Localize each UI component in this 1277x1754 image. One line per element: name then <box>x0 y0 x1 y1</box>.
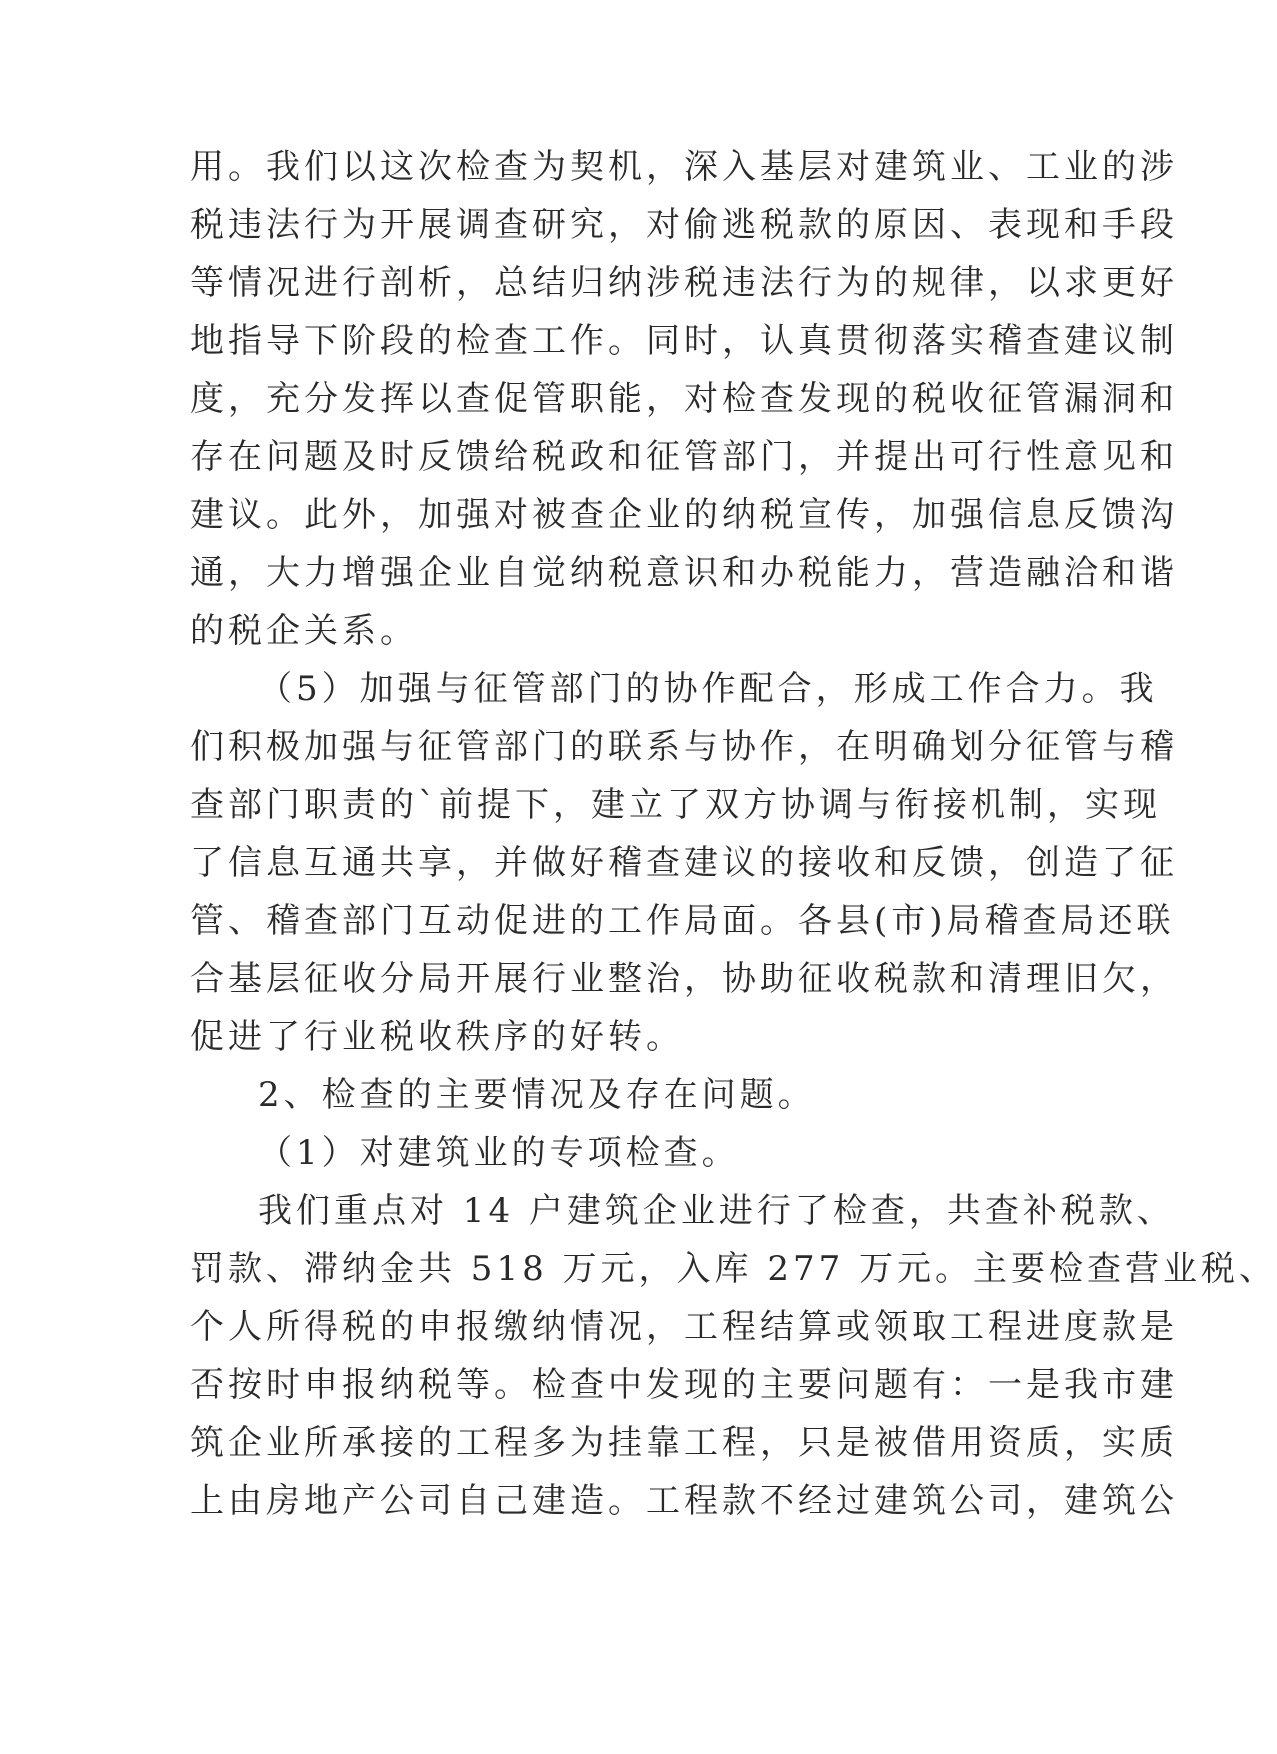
text-line: 税违法行为开展调查研究，对偷逃税款的原因、表现和手段 <box>190 205 1178 245</box>
text-line: 了信息互通共享，并做好稽查建议的接收和反馈，创造了征 <box>190 843 1178 883</box>
text-line: 上由房地产公司自己建造。工程款不经过建筑公司，建筑公 <box>190 1481 1178 1521</box>
text-line: 的税企关系。 <box>190 611 418 651</box>
text-line: 们积极加强与征管部门的联系与协作，在明确划分征管与稽 <box>190 727 1178 767</box>
text-line: 用。我们以这次检查为契机，深入基层对建筑业、工业的涉 <box>190 147 1178 187</box>
text-line: 等情况进行剖析，总结归纳涉税违法行为的规律，以求更好 <box>190 263 1178 303</box>
text-line: 存在问题及时反馈给税政和征管部门，并提出可行性意见和 <box>190 437 1178 477</box>
text-line: 查部门职责的`前提下，建立了双方协调与衔接机制，实现 <box>190 785 1161 825</box>
text-line: 否按时申报纳税等。检查中发现的主要问题有：一是我市建 <box>190 1365 1178 1405</box>
text-line: 通，大力增强企业自觉纳税意识和办税能力，营造融洽和谐 <box>190 553 1178 593</box>
paragraph-heading: （5）加强与征管部门的协作配合，形成工作合力。我 <box>258 669 1158 709</box>
subsection-heading: （1）对建筑业的专项检查。 <box>258 1133 740 1173</box>
text-line: 度，充分发挥以查促管职能，对检查发现的税收征管漏洞和 <box>190 379 1178 419</box>
text-line: 罚款、滞纳金共 518 万元，入库 277 万元。主要检查营业税、 <box>190 1249 1277 1289</box>
text-line: 管、稽查部门互动促进的工作局面。各县(市)局稽查局还联 <box>190 901 1175 941</box>
text-line: 我们重点对 14 户建筑企业进行了检查，共查补税款、 <box>258 1191 1175 1231</box>
text-line: 个人所得税的申报缴纳情况，工程结算或领取工程进度款是 <box>190 1307 1178 1347</box>
text-line: 促进了行业税收秩序的好转。 <box>190 1017 684 1057</box>
text-line: 地指导下阶段的检查工作。同时，认真贯彻落实稽查建议制 <box>190 321 1178 361</box>
text-line: 建议。此外，加强对被查企业的纳税宣传，加强信息反馈沟 <box>190 495 1178 535</box>
text-line: 筑企业所承接的工程多为挂靠工程，只是被借用资质，实质 <box>190 1423 1178 1463</box>
text-line: 合基层征收分局开展行业整治，协助征收税款和清理旧欠， <box>190 959 1178 999</box>
section-heading: 2、检查的主要情况及存在问题。 <box>258 1075 816 1115</box>
